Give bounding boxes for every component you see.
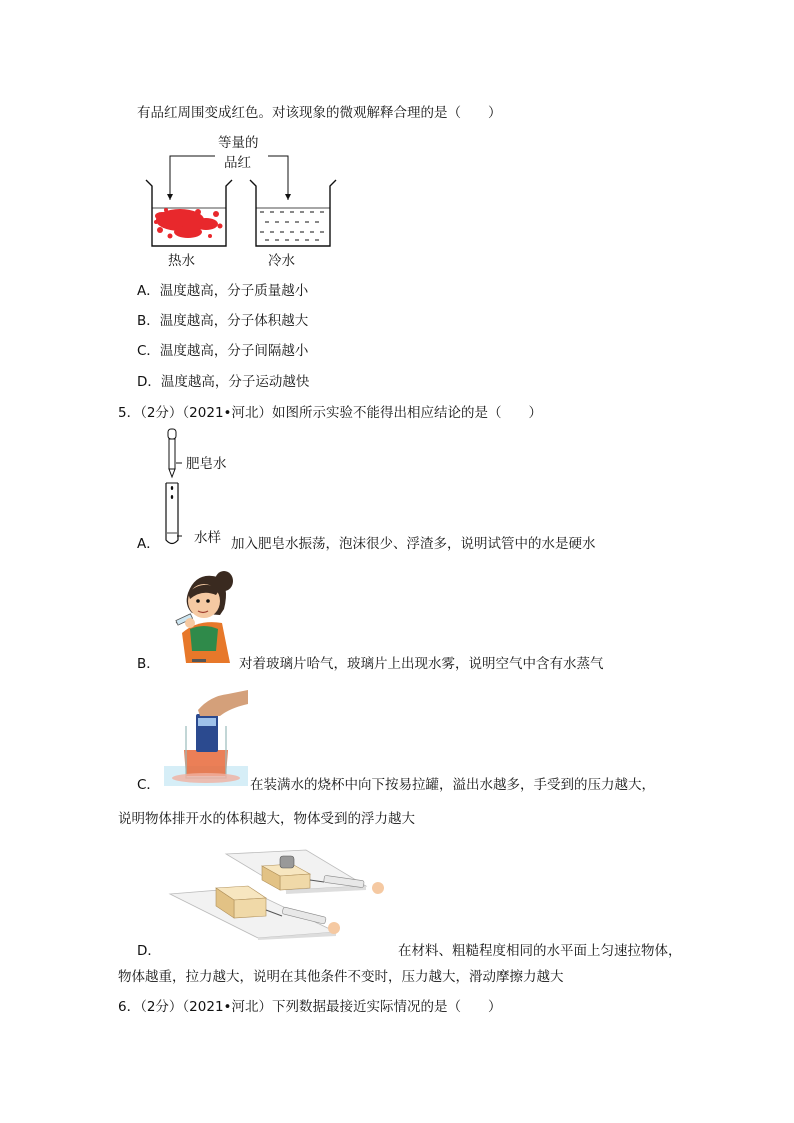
q4-option-d: D．温度越高，分子运动越快 <box>137 374 310 390</box>
q5-option-c-text-2: 说明物体排开水的体积越大，物体受到的浮力越大 <box>118 811 415 827</box>
q5-option-a-letter: A． <box>137 536 160 552</box>
q5-option-c-letter: C． <box>137 777 160 793</box>
figure-left-label: 热水 <box>168 253 195 269</box>
q5-option-a-text: 加入肥皂水振荡，泡沫很少、浮渣多，说明试管中的水是硬水 <box>231 536 596 552</box>
q4-option-a: A．温度越高，分子质量越小 <box>137 283 309 299</box>
q5-option-d-letter: D． <box>137 943 161 959</box>
q5-option-c-text: 在装满水的烧杯中向下按易拉罐，溢出水越多，手受到的压力越大， <box>250 777 655 793</box>
q5c-figure <box>164 690 248 786</box>
q4-option-b: B．温度越高，分子体积越大 <box>137 313 309 329</box>
figure-top-label-2: 品红 <box>224 155 251 171</box>
q4-beaker-figure <box>140 130 340 270</box>
q5d-figure <box>166 846 396 940</box>
q5-option-d-text: 在材料、粗糙程度相同的水平面上匀速拉物体， <box>398 943 682 959</box>
q5-option-d-text-2: 物体越重，拉力越大，说明在其他条件不变时，压力越大，滑动摩擦力越大 <box>118 969 564 985</box>
dropper-label: 肥皂水 <box>186 456 227 472</box>
friction-experiment-illustration <box>166 846 396 940</box>
figure-top-label-1: 等量的 <box>218 135 259 151</box>
q4-stem-tail: 有品红周围变成红色。对该现象的微观解释合理的是（ ） <box>137 105 502 121</box>
q5a-figure <box>158 425 238 550</box>
q5-stem: 5．（2分）（2021•河北）如图所示实验不能得出相应结论的是（ ） <box>118 405 542 421</box>
figure-right-label: 冷水 <box>268 253 295 269</box>
can-beaker-photo <box>164 690 248 786</box>
q5b-figure <box>168 563 238 669</box>
q5-option-b-letter: B． <box>137 656 160 672</box>
q4-option-c: C．温度越高，分子间隔越小 <box>137 343 309 359</box>
q6-stem: 6．（2分）（2021•河北）下列数据最接近实际情况的是（ ） <box>118 999 502 1015</box>
testtube-label: 水样 <box>194 530 221 546</box>
girl-breathing-illustration <box>168 563 238 669</box>
q5-option-b-text: 对着玻璃片哈气，玻璃片上出现水雾，说明空气中含有水蒸气 <box>239 656 604 672</box>
